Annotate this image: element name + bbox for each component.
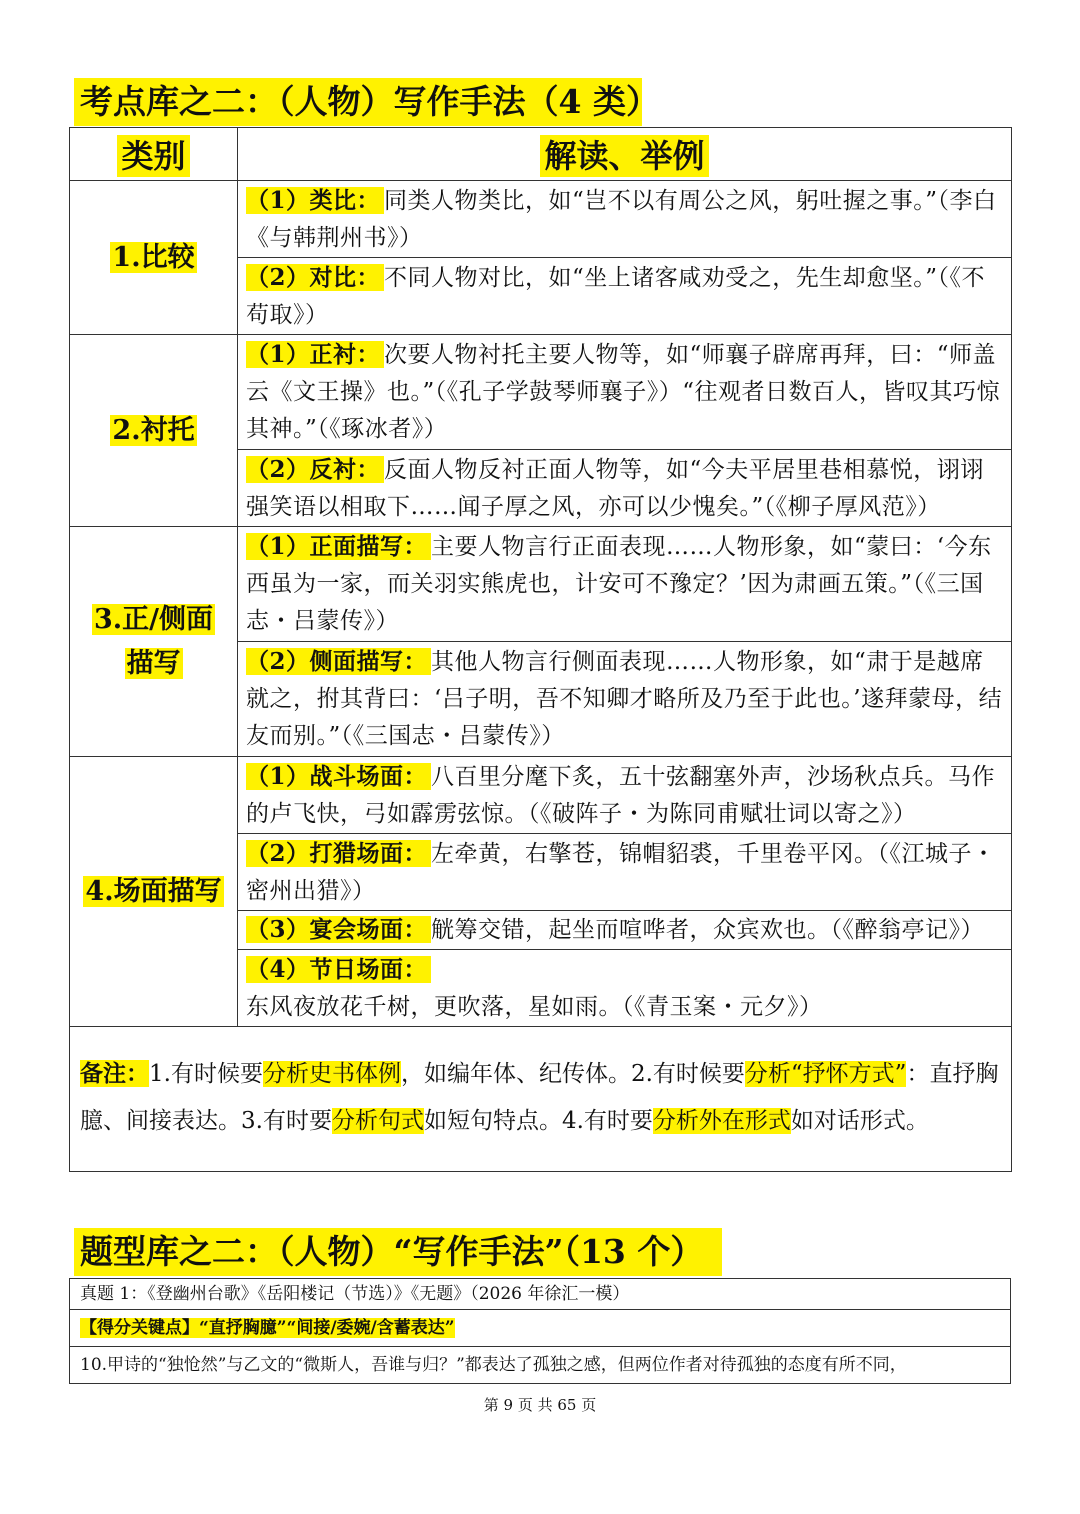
- header-explanation: 解读、举例: [238, 128, 1012, 181]
- question-source: 真题 1：《登幽州台歌》《岳阳楼记（节选）》《无题》（2026 年徐汇一模）: [70, 1279, 1011, 1310]
- page-footer: 第 9 页 共 65 页: [483, 1396, 597, 1414]
- table-row: [70, 1347, 1011, 1384]
- item-direct-description: （1）正面描写： 主要人物言行正面表现……人物形象，如“蒙曰：‘今东西虽为一家，而关羽实熊虎也，计安可不豫定？’因为肃画五策。”（《三国志・吕蒙传》）: [238, 527, 1012, 642]
- category-direct-indirect: 3.正/侧面 描写: [70, 527, 238, 757]
- scoring-key-points: 【得分关键点】“直抒胸臆”“间接/委婉/含蓄表达”: [70, 1310, 1011, 1347]
- table-row: [70, 1279, 1011, 1310]
- header-category: 类别: [70, 128, 238, 181]
- section-title-techniques: 考点库之二：（人物）写作手法（4 类）: [74, 78, 642, 126]
- item-hunting-scene: （2）打猎场面： 左牵黄，右擎苍，锦帽貂裘，千里卷平冈。（《江城子・密州出猎》）: [238, 834, 1012, 911]
- category-foil: 2.衬托: [70, 335, 238, 527]
- category-compare: 1.比较: [70, 181, 238, 335]
- table-row: [70, 181, 1012, 258]
- item-banquet-scene: （3）宴会场面： 觥筹交错，起坐而喧哗者，众宾欢也。（《醉翁亭记》）: [238, 911, 1012, 950]
- item-indirect-description: （2）侧面描写： 其他人物言行侧面表现……人物形象，如“肃于是越席就之，拊其背曰：‘吕子明，吾不知卿才略所及乃至于此也。’遂拜蒙母，结友而别。”（《三国志・吕蒙传》）: [238, 642, 1012, 757]
- item-negative-foil: （2）反衬： 反面人物反衬正面人物等，如“今夫平居里巷相慕悦，诩诩强笑语以相取下……闻子厚之风，亦可以少愧矣。”（《柳子厚风范》）: [238, 450, 1012, 527]
- item-contrast: （2）对比： 不同人物对比，如“坐上诸客咸劝受之，先生却愈坚。”（《不苟取》）: [238, 258, 1012, 335]
- table-row: [70, 757, 1012, 834]
- table-row: [70, 335, 1012, 450]
- table-header-row: [70, 128, 1012, 181]
- category-scene: 4.场面描写: [70, 757, 238, 1027]
- section-title-question-types: 题型库之二：（人物）“写作手法”（13 个）: [74, 1228, 722, 1276]
- item-positive-foil: （1）正衬： 次要人物衬托主要人物等，如“师襄子辟席再拜，曰：“师盖云《文王操》也。”（《孔子学鼓琴师襄子》）“往观者日数百人，皆叹其巧惊其神。”（《琢冰者》）: [238, 335, 1012, 450]
- note-cell: 备注：1.有时候要分析史书体例，如编年体、纪传体。2.有时候要分析“抒怀方式”：直抒胸臆、间接表达。3.有时要分析句式如短句特点。4.有时要分析外在形式如对话形式。: [70, 1027, 1012, 1172]
- table-row: [70, 1027, 1012, 1172]
- item-battle-scene: （1）战斗场面： 八百里分麾下炙，五十弦翻塞外声，沙场秋点兵。马作的卢飞快，弓如霹雳弦惊。（《破阵子・为陈同甫赋壮词以寄之》）: [238, 757, 1012, 834]
- question-table: [69, 1278, 1011, 1384]
- table-row: [70, 527, 1012, 642]
- question-text: 10.甲诗的“独怆然”与乙文的“微斯人，吾谁与归？”都表达了孤独之感，但两位作者对待孤独的态度有所不同，: [70, 1347, 1011, 1384]
- item-analogy: （1）类比： 同类人物类比，如“岂不以有周公之风，躬吐握之事。”（李白《与韩荆州书》）: [238, 181, 1012, 258]
- item-festival-scene: （4）节日场面：东风夜放花千树，更吹落，星如雨。（《青玉案・元夕》）: [238, 950, 1012, 1027]
- table-row: [70, 1310, 1011, 1347]
- techniques-table: [69, 127, 1012, 1172]
